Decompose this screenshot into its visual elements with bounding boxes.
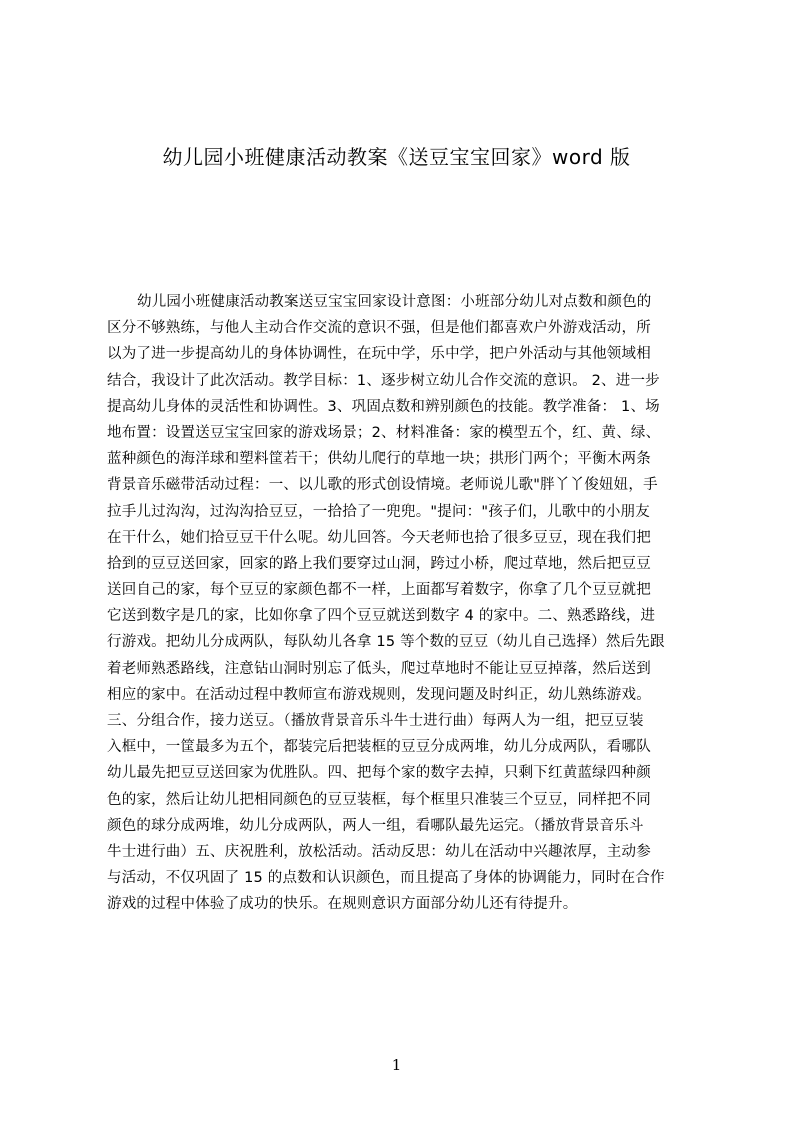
text-line: 蓝种颜色的海洋球和塑料筐若干；供幼儿爬行的草地一块；拱形门两个；平衡木两条 (107, 451, 651, 468)
document-title: 幼儿园小班健康活动教案《送豆宝宝回家》word 版 (162, 145, 631, 169)
body-paragraph (107, 289, 697, 929)
text-line: 色的家，然后让幼儿把相同颜色的豆豆装框，每个框里只准装三个豆豆，同样把不同 (107, 791, 651, 808)
text-line: 游戏的过程中体验了成功的快乐。在规则意识方面部分幼儿还有待提升。 (107, 896, 578, 913)
text-line: 提高幼儿身体的灵活性和协调性。3、巩固点数和辨别颜色的技能。教学准备： 1、场 (107, 398, 660, 415)
text-line: 送回自己的家，每个豆豆的家颜色都不一样，上面都写着数字，你拿了几个豆豆就把 (107, 582, 651, 599)
text-line: 以为了进一步提高幼儿的身体协调性，在玩中学，乐中学，把户外活动与其他领域相 (107, 346, 651, 363)
text-line: 入框中，一筐最多为五个，都装完后把装框的豆豆分成两堆，幼儿分成两队，看哪队 (107, 739, 651, 756)
text-line: 在干什么，她们拾豆豆干什么呢。幼儿回答。今天老师也拾了很多豆豆，现在我们把 (107, 529, 651, 546)
text-line: 结合，我设计了此次活动。教学目标：1、逐步树立幼儿合作交流的意识。 2、进一步 (107, 372, 660, 389)
text-line: 着老师熟悉路线，注意钻山洞时别忘了低头，爬过草地时不能让豆豆掉落，然后送到 (107, 660, 651, 677)
text-line: 牛士进行曲）五、庆祝胜利，放松活动。活动反思：幼儿在活动中兴趣浓厚，主动参 (107, 843, 651, 860)
text-line: 区分不够熟练，与他人主动合作交流的意识不强，但是他们都喜欢户外游戏活动，所 (107, 320, 651, 337)
text-line: 相应的家中。在活动过程中教师宣布游戏规则，发现问题及时纠正，幼儿熟练游戏。 (107, 686, 651, 703)
text-line: 颜色的球分成两堆，幼儿分成两队，两人一组，看哪队最先运完。（播放背景音乐斗 (107, 817, 644, 834)
text-line: 拉手儿过沟沟，过沟沟拾豆豆，一拾拾了一兜兜。"提问："孩子们，儿歌中的小朋友 (107, 503, 650, 520)
text-line: 拾到的豆豆送回家，回家的路上我们要穿过山洞，跨过小桥，爬过草地，然后把豆豆 (107, 555, 651, 572)
text-line: 幼儿最先把豆豆送回家为优胜队。四、把每个家的数字去掉，只剩下红黄蓝绿四种颜 (107, 765, 651, 782)
text-line: 三、分组合作，接力送豆。（播放背景音乐斗牛士进行曲）每两人为一组，把豆豆装 (107, 713, 644, 729)
text-line: 它送到数字是几的家，比如你拿了四个豆豆就送到数字 4 的家中。二、熟悉路线，进 (107, 608, 656, 625)
text-line: 行游戏。把幼儿分成两队，每队幼儿各拿 15 等个数的豆豆（幼儿自己选择）然后先跟 (107, 634, 665, 651)
text-line: 地布置：设置送豆宝宝回家的游戏场景；2、材料准备：家的模型五个，红、黄、绿、 (107, 424, 661, 441)
text-line: 与活动，不仅巩固了 15 的点数和认识颜色，而且提高了身体的协调能力，同时在合作 (107, 870, 665, 887)
text-line: 幼儿园小班健康活动教案送豆宝宝回家设计意图：小班部分幼儿对点数和颜色的 (137, 294, 652, 310)
text-line: 背景音乐磁带活动过程：一、以儿歌的形式创设情境。老师说儿歌"胖丫丫俊妞妞，手 (107, 477, 658, 494)
page-number: 1 (391, 1056, 402, 1074)
